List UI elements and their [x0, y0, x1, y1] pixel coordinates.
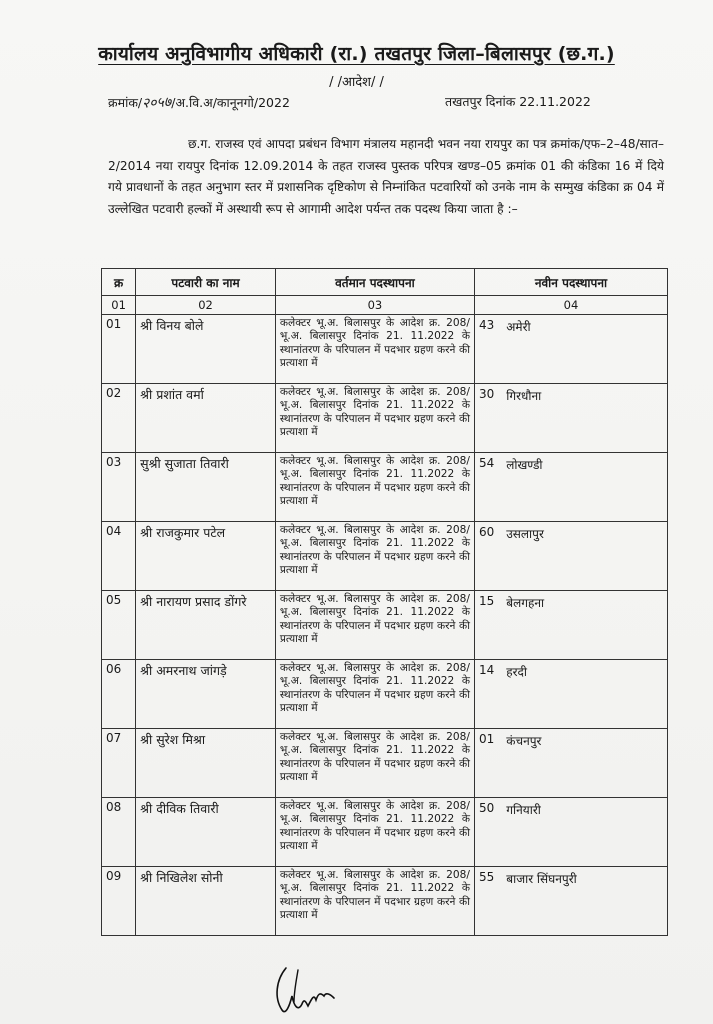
new-posting-cell — [474, 453, 667, 522]
table-row — [102, 660, 668, 729]
new-posting-cell — [474, 315, 667, 384]
halka-name: बेलगहना — [506, 596, 545, 610]
table-row — [102, 867, 668, 936]
patwari-name-cell: श्री दीविक तिवारी — [136, 798, 276, 867]
halka-number: 60 — [478, 525, 495, 539]
serial-cell: 07 — [102, 729, 136, 798]
place-date: तखतपुर दिनांक 22.11.2022 — [445, 94, 591, 109]
halka-number: 01 — [478, 732, 495, 746]
new-posting-cell — [474, 384, 667, 453]
current-posting-cell: कलेक्टर भू.अ. बिलासपुर के आदेश क्र. 208/भू.अ. बिलासपुर दिनांक 21. 11.2022 के स्थानांतरण के परिपालन में पदभार ग्रहण करने की प्रत्याशा में — [275, 591, 474, 660]
table-row — [102, 315, 668, 384]
intro-paragraph: छ.ग. राजस्व एवं आपदा प्रबंधन विभाग मंत्रालय महानदी भवन नया रायपुर का पत्र क्रमांक/एफ–2–48/सात–2/2014 नया रायपुर दिनांक 12.09.2014 के तहत राजस्व पुस्तक परिपत्र खण्ड–05 क्रमांक 01 की कंडिका 16 में दिये गये प्रावधानों के तहत अनुभाग स्तर में प्रशासनिक दृष्टिकोण से निम्नांकित पटवारियों को उनके नाम के सम्मुख कंडिका क्र 04 में उल्लेखित पटवारी हल्कों में अस्थायी रूप से आगामी आदेश पर्यन्त तक पदस्थ किया जाता है :– — [108, 137, 664, 216]
halka-number: 55 — [478, 870, 495, 884]
halka-name: गनियारी — [506, 803, 541, 817]
table-row — [102, 522, 668, 591]
new-posting-cell — [474, 591, 667, 660]
table-row — [102, 729, 668, 798]
patwari-name-cell: श्री अमरनाथ जांगड़े — [136, 660, 276, 729]
header-new-posting: नवीन पदस्थापना — [474, 269, 667, 296]
serial-cell: 06 — [102, 660, 136, 729]
halka-number: 54 — [478, 456, 495, 470]
current-posting-cell: कलेक्टर भू.अ. बिलासपुर के आदेश क्र. 208/भू.अ. बिलासपुर दिनांक 21. 11.2022 के स्थानांतरण के परिपालन में पदभार ग्रहण करने की प्रत्याशा में — [275, 453, 474, 522]
header-current-posting: वर्तमान पदस्थापना — [275, 269, 474, 296]
current-posting-cell: कलेक्टर भू.अ. बिलासपुर के आदेश क्र. 208/भू.अ. बिलासपुर दिनांक 21. 11.2022 के स्थानांतरण के परिपालन में पदभार ग्रहण करने की प्रत्याशा में — [275, 729, 474, 798]
halka-name: उसलापुर — [506, 527, 544, 541]
column-number: 02 — [136, 296, 276, 315]
column-number: 04 — [474, 296, 667, 315]
serial-cell: 05 — [102, 591, 136, 660]
halka-name: बाजार सिंघनपुरी — [506, 872, 577, 886]
ref-handwritten-number: २०५७ — [141, 94, 172, 112]
serial-cell: 08 — [102, 798, 136, 867]
serial-cell: 03 — [102, 453, 136, 522]
halka-name: हरदी — [506, 665, 527, 679]
halka-number: 30 — [478, 387, 495, 401]
serial-cell: 04 — [102, 522, 136, 591]
patwari-name-cell: सुश्री सुजाता तिवारी — [136, 453, 276, 522]
new-posting-cell — [474, 867, 667, 936]
halka-number: 15 — [478, 594, 495, 608]
serial-cell: 01 — [102, 315, 136, 384]
serial-cell: 09 — [102, 867, 136, 936]
posting-table — [101, 268, 668, 936]
halka-name: लोखण्डी — [506, 458, 543, 472]
current-posting-cell: कलेक्टर भू.अ. बिलासपुर के आदेश क्र. 208/भू.अ. बिलासपुर दिनांक 21. 11.2022 के स्थानांतरण के परिपालन में पदभार ग्रहण करने की प्रत्याशा में — [275, 384, 474, 453]
column-number-row — [102, 296, 668, 315]
current-posting-cell: कलेक्टर भू.अ. बिलासपुर के आदेश क्र. 208/भू.अ. बिलासपुर दिनांक 21. 11.2022 के स्थानांतरण के परिपालन में पदभार ग्रहण करने की प्रत्याशा में — [275, 660, 474, 729]
column-number: 01 — [102, 296, 136, 315]
table-row — [102, 798, 668, 867]
patwari-name-cell: श्री निखिलेश सोनी — [136, 867, 276, 936]
halka-name: कंचनपुर — [506, 734, 542, 748]
ref-suffix: /अ.वि.अ/कानूनगो/2022 — [171, 95, 290, 110]
table-row — [102, 384, 668, 453]
current-posting-cell: कलेक्टर भू.अ. बिलासपुर के आदेश क्र. 208/भू.अ. बिलासपुर दिनांक 21. 11.2022 के स्थानांतरण के परिपालन में पदभार ग्रहण करने की प्रत्याशा में — [275, 867, 474, 936]
patwari-name-cell: श्री प्रशांत वर्मा — [136, 384, 276, 453]
current-posting-cell: कलेक्टर भू.अ. बिलासपुर के आदेश क्र. 208/भू.अ. बिलासपुर दिनांक 21. 11.2022 के स्थानांतरण के परिपालन में पदभार ग्रहण करने की प्रत्याशा में — [275, 315, 474, 384]
signature-icon — [268, 958, 388, 1018]
serial-cell: 02 — [102, 384, 136, 453]
patwari-name-cell: श्री नारायण प्रसाद डोंगरे — [136, 591, 276, 660]
order-label: / /आदेश/ / — [329, 75, 384, 90]
current-posting-cell: कलेक्टर भू.अ. बिलासपुर के आदेश क्र. 208/भू.अ. बिलासपुर दिनांक 21. 11.2022 के स्थानांतरण के परिपालन में पदभार ग्रहण करने की प्रत्याशा में — [275, 798, 474, 867]
halka-number: 43 — [478, 318, 495, 332]
table-header-row — [102, 269, 668, 296]
header-name: पटवारी का नाम — [136, 269, 276, 296]
patwari-name-cell: श्री विनय बोले — [136, 315, 276, 384]
patwari-name-cell: श्री सुरेश मिश्रा — [136, 729, 276, 798]
current-posting-cell: कलेक्टर भू.अ. बिलासपुर के आदेश क्र. 208/भू.अ. बिलासपुर दिनांक 21. 11.2022 के स्थानांतरण के परिपालन में पदभार ग्रहण करने की प्रत्याशा में — [275, 522, 474, 591]
patwari-name-cell: श्री राजकुमार पटेल — [136, 522, 276, 591]
table-row — [102, 591, 668, 660]
order-reference — [108, 93, 290, 112]
halka-number: 14 — [478, 663, 495, 677]
column-number: 03 — [275, 296, 474, 315]
ref-prefix: क्रमांक/ — [108, 95, 143, 110]
table-row — [102, 453, 668, 522]
header-serial: क्र — [102, 269, 136, 296]
new-posting-cell — [474, 729, 667, 798]
halka-name: गिरधौना — [506, 389, 542, 403]
new-posting-cell — [474, 798, 667, 867]
new-posting-cell — [474, 660, 667, 729]
halka-number: 50 — [478, 801, 495, 815]
halka-name: अमेरी — [506, 320, 531, 334]
office-title: कार्यालय अनुविभागीय अधिकारी (रा.) तखतपुर जिला–बिलासपुर (छ.ग.) — [98, 43, 615, 65]
new-posting-cell — [474, 522, 667, 591]
